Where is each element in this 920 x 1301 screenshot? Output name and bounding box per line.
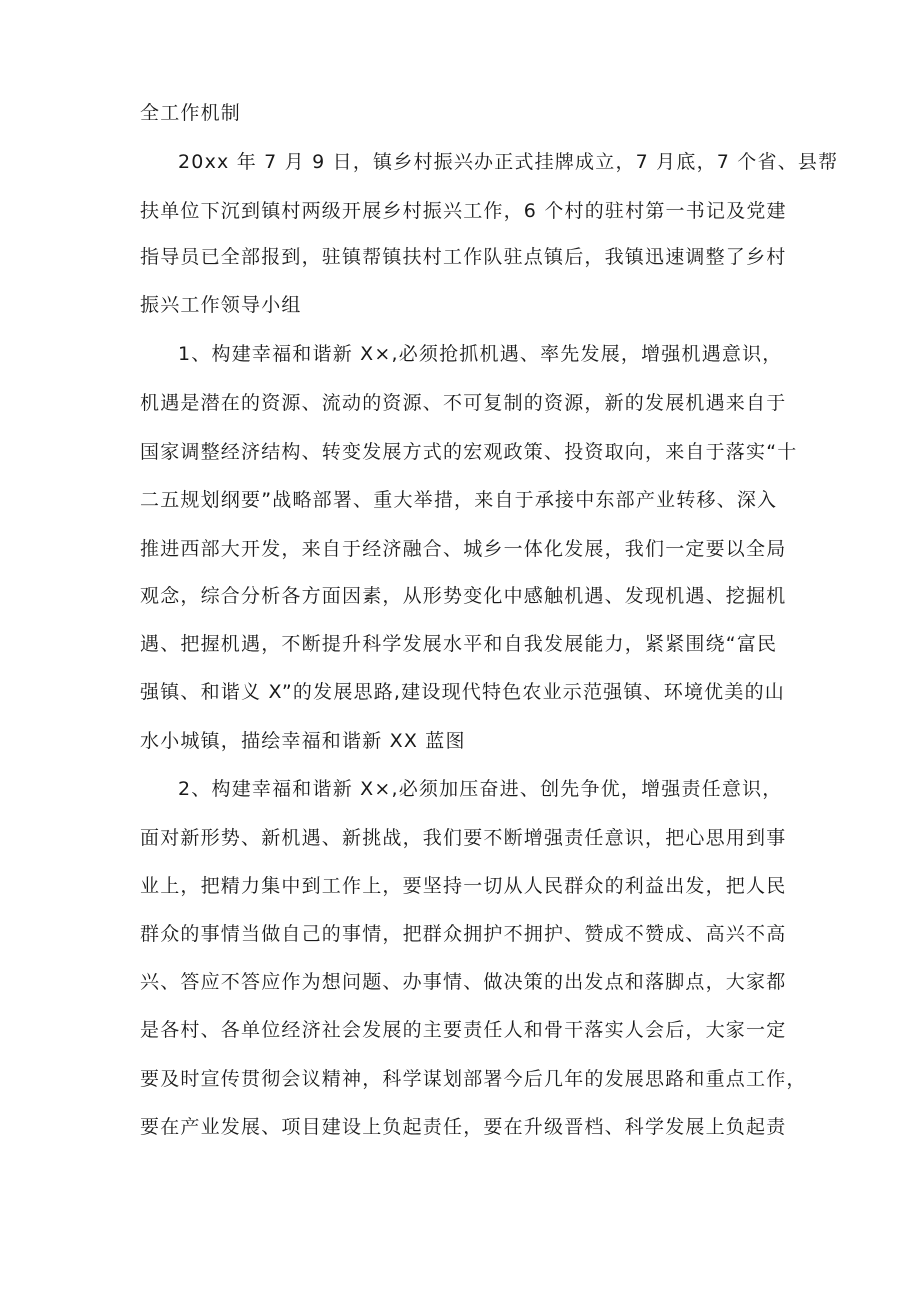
text-line: 兴、答应不答应作为想问题、办事情、做决策的出发点和落脚点，大家都 — [140, 971, 787, 993]
text-line: 观念，综合分析各方面因素，从形势变化中感触机遇、发现机遇、挖掘机 — [140, 585, 787, 607]
text-line: 水小城镇，描绘幸福和谐新 XX 蓝图 — [140, 730, 466, 752]
text-line: 扶单位下沉到镇村两级开展乡村振兴工作，6 个村的驻村第一书记及党建 — [140, 200, 787, 222]
text-line: 遇、把握机遇，不断提升科学发展水平和自我发展能力，紧紧围绕“富民 — [140, 633, 778, 655]
text-line: 强镇、和谐义 X”的发展思路,建设现代特色农业示范强镇、环境优美的山 — [140, 681, 785, 703]
text-line: 要在产业发展、项目建设上负起责任，要在升级晋档、科学发展上负起责 — [140, 1116, 787, 1138]
text-line: 业上，把精力集中到工作上，要坚持一切从人民群众的利益出发，把人民 — [140, 875, 787, 897]
text-line: 要及时宣传贯彻会议精神，科学谋划部署今后几年的发展思路和重点工作， — [140, 1068, 807, 1090]
text-line: 群众的事情当做自己的事情，把群众拥护不拥护、赞成不赞成、高兴不高 — [140, 923, 787, 945]
text-line: 全工作机制 — [140, 102, 242, 124]
text-line: 指导员已全部报到，驻镇帮镇扶村工作队驻点镇后，我镇迅速调整了乡村 — [140, 246, 787, 268]
text-line: 机遇是潜在的资源、流动的资源、不可复制的资源，新的发展机遇来自于 — [140, 392, 787, 414]
paragraph-first-line: 20xx 年 7 月 9 日，镇乡村振兴办正式挂牌成立，7 月底，7 个省、县帮 — [178, 151, 839, 173]
text-line: 面对新形势、新机遇、新挑战，我们要不断增强责任意识，把心思用到事 — [140, 827, 787, 849]
text-line: 振兴工作领导小组 — [140, 294, 302, 316]
paragraph-first-line: 2、构建幸福和谐新 X×,必须加压奋进、创先争优，增强责任意识， — [178, 778, 783, 800]
paragraph-first-line: 1、构建幸福和谐新 X×,必须抢抓机遇、率先发展，增强机遇意识， — [178, 343, 783, 365]
text-line: 二五规划纲要”战略部署、重大举措，来自于承接中东部产业转移、深入 — [140, 489, 778, 511]
text-line: 是各村、各单位经济社会发展的主要责任人和骨干落实人会后，大家一定 — [140, 1019, 787, 1041]
text-line: 国家调整经济结构、转变发展方式的宏观政策、投资取向，来自于落实“十 — [140, 441, 798, 463]
text-line: 推进西部大开发，来自于经济融合、城乡一体化发展，我们一定要以全局 — [140, 538, 787, 560]
